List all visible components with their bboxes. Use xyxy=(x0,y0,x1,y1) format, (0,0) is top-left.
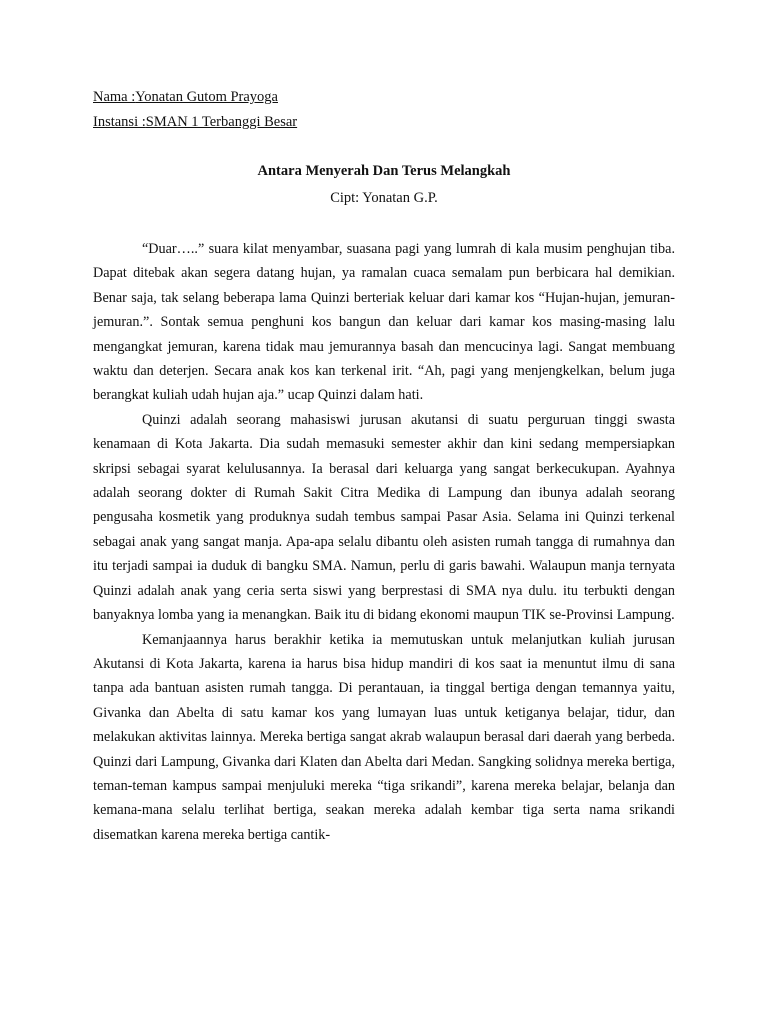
paragraph-1: “Duar…..” suara kilat menyambar, suasana pagi yang lumrah di kala musim penghujan tiba. Dapat ditebak akan segera datang hujan, ya ramalan cuaca semalam pun berbicara hal demikian. Benar saja, tak selang beberapa lama Quinzi berteriak keluar dari kamar kos “Hujan-hujan, jemuran-jemuran.”. Sontak semua penghuni kos bangun dan keluar dari kamar kos masing-masing lalu mengangkat jemuran, karena tidak mau jemurannya basah dan mencucinya lagi. Sangat membuang waktu dan deterjen. Secara anak kos kan terkenal irit. “Ah, pagi yang menjengkelkan, belum juga berangkat kuliah udah hujan aja.” ucap Quinzi dalam hati. xyxy=(93,241,675,404)
paragraph-2: Quinzi adalah seorang mahasiswi jurusan akutansi di suatu perguruan tinggi swasta kenamaan di Kota Jakarta. Dia sudah memasuki semester akhir dan kini sedang mempersiapkan skripsi sebagai syarat kelulusannya. Ia berasal dari keluarga yang sangat berkecukupan. Ayahnya adalah seorang dokter di Rumah Sakit Citra Medika di Lampung dan ibunya adalah seorang pengusaha kosmetik yang produknya sudah tembus sampai Pasar Asia. Selama ini Quinzi terkenal sebagai anak yang sangat manja. Apa-apa selalu dibantu oleh asisten rumah tangga di rumahnya dan itu terjadi sampai ia duduk di bangku SMA. Namun, perlu di garis bawahi. Walaupun manja ternyata Quinzi adalah anak yang ceria serta siswi yang berprestasi di SMA nya dulu. itu terbukti dengan banyaknya lomba yang ia menangkan. Baik itu di bidang ekonomi maupun TIK se-Provinsi Lampung. xyxy=(93,411,675,624)
institution-value: SMAN 1 Terbanggi Besar xyxy=(145,114,298,130)
author-name-line xyxy=(93,88,278,106)
story-title: Antara Menyerah Dan Terus Melangkah xyxy=(257,163,511,179)
name-value: Yonatan Gutom Prayoga xyxy=(135,89,278,105)
paragraph-3: Kemanjaannya harus berakhir ketika ia memutuskan untuk melanjutkan kuliah jurusan Akutansi di Kota Jakarta, karena ia harus bisa hidup mandiri di kos saat ia menuntut ilmu di sana tanpa ada bantuan asisten rumah tangga. Di perantauan, ia tinggal bertiga dengan temannya yaitu, Givanka dan Abelta di satu kamar kos yang lumayan luas untuk ketiganya belajar, tidur, dan melakukan aktivitas lainnya. Mereka bertiga sangat akrab walaupun berasal dari daerah yang berbeda. Quinzi dari Lampung, Givanka dari Klaten dan Abelta dari Medan. Sangking solidnya mereka bertiga, teman-teman kampus sampai menjuluki mereka “tiga srikandi”, karena mereka belajar, belanja dan kemana-mana selalu terlihat bertiga, seakan mereka adalah kembar tiga serta nama srikandi disematkan karena mereka bertiga cantik- xyxy=(93,631,675,843)
story-author: Cipt: Yonatan G.P. xyxy=(330,190,438,206)
name-label: Nama : xyxy=(93,89,136,105)
story-body xyxy=(93,237,675,847)
institution-line xyxy=(93,113,297,131)
institution-label: Instansi : xyxy=(93,114,146,130)
